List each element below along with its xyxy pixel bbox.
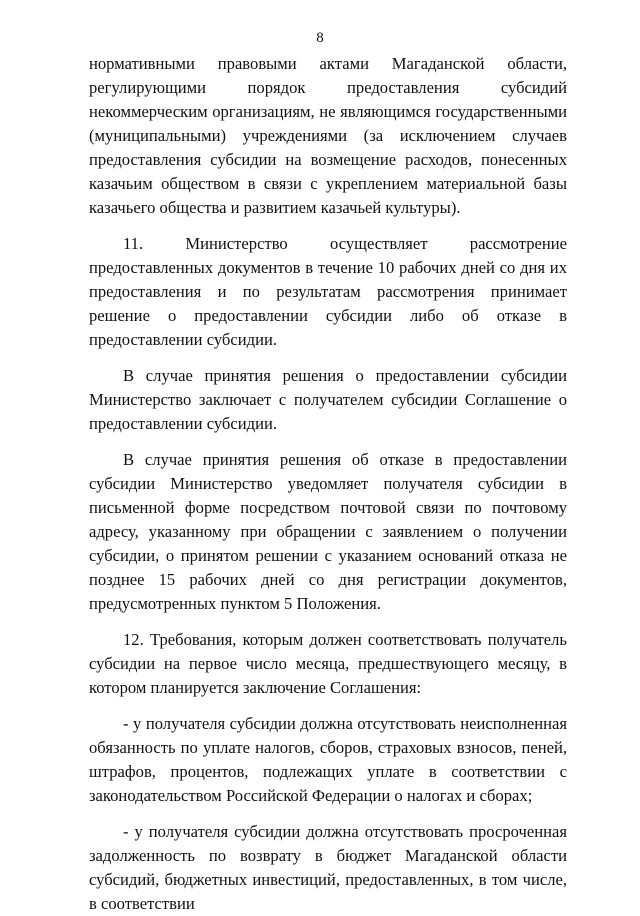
list-item-tax-obligation: - у получателя субсидии должна отсутствовать неисполненная обязанность по уплате налогов, сборов, страховых взносов, пеней, штрафов, процентов, подлежащих уплате в соответствии с законодательством Российской Федерации о налогах и сборах; bbox=[89, 714, 567, 805]
paragraph-agreement-decision: В случае принятия решения о предоставлении субсидии Министерство заключает с получателем субсидии Соглашение о предоставлении субсидии. bbox=[89, 366, 567, 433]
document-body bbox=[89, 52, 567, 916]
paragraph-continuation: нормативными правовыми актами Магаданской области, регулирующими порядок предоставления субсидий некоммерческим организациям, не являющимся государственными (муниципальными) учреждениями (за исключением случаев предоставления субсидии на возмещение расходов, понесенных казачьим обществом в связи с укреплением материальной базы казачьего общества и развитием казачьей культуры). bbox=[89, 54, 567, 217]
list-item-overdue-debt: - у получателя субсидии должна отсутствовать просроченная задолженность по возврату в бюджет Магаданской области субсидий, бюджетных инвестиций, предоставленных, в том числе, в соответствии bbox=[89, 822, 567, 913]
page-number: 8 bbox=[316, 30, 324, 46]
paragraph-item-12: 12. Требования, которым должен соответствовать получатель субсидии на первое число месяца, предшествующего месяцу, в котором планируется заключение Соглашения: bbox=[89, 630, 567, 697]
paragraph-item-11: 11. Министерство осуществляет рассмотрение предоставленных документов в течение 10 рабочих дней со дня их предоставления и по результатам рассмотрения принимает решение о предоставлении субсидии либо об отказе в предоставлении субсидии. bbox=[89, 234, 567, 349]
paragraph-refusal-decision: В случае принятия решения об отказе в предоставлении субсидии Министерство уведомляет получателя субсидии в письменной форме посредством почтовой связи по почтовому адресу, указанному при обращении с заявлением о получении субсидии, о принятом решении с указанием оснований отказа не позднее 15 рабочих дней со дня регистрации документов, предусмотренных пунктом 5 Положения. bbox=[89, 450, 567, 613]
